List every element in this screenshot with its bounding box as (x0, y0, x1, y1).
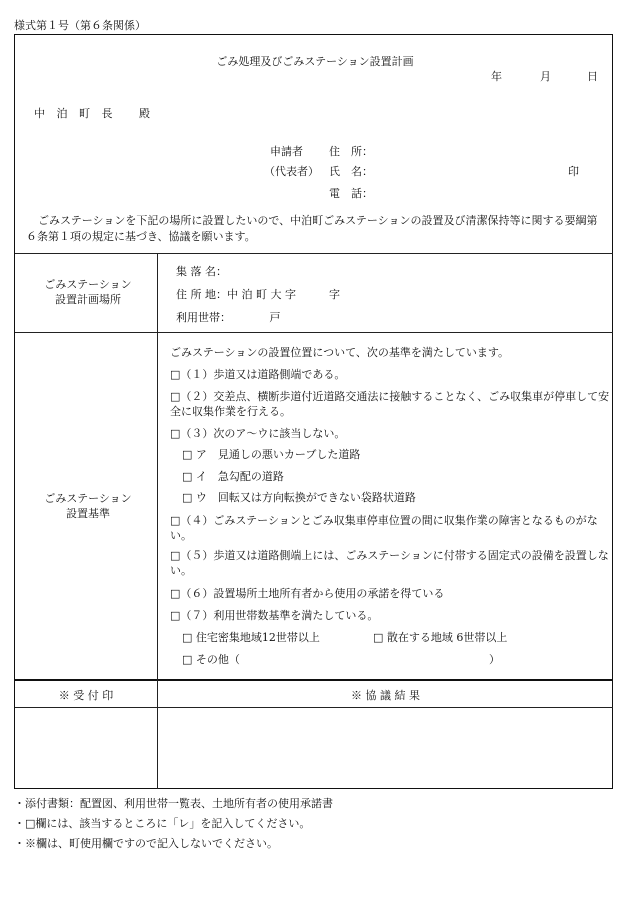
criteria-item-3[interactable]: □（３）次のア～ウに該当しない。 (170, 427, 346, 440)
criteria-item-3a[interactable]: □ ア 見通しの悪いカーブした道路 (182, 448, 361, 461)
result-header: ※ 協 議 結 果 (351, 689, 420, 702)
criteria-section-label (18, 491, 158, 521)
intro-paragraph: ごみステーションを下記の場所に設置したいので、中泊町ごみステーションの設置及び清潔保持等に関する要綱第６条第１項の規定に基づき、協議を願います。 (26, 214, 598, 243)
criteria-label-line1: ごみステーション (44, 492, 132, 505)
representative-label: （代表者） (264, 165, 319, 178)
receipt-stamp-header: ※ 受 付 印 (58, 689, 114, 702)
criteria-item-7a[interactable]: □ 住宅密集地域12世帯以上 (182, 631, 320, 644)
criteria-item-1[interactable]: □（１）歩道又は道路側端である。 (170, 368, 346, 381)
criteria-item-4[interactable]: □（４）ごみステーションとごみ収集車停車位置の間に収集作業の障害となるものがない。 (170, 514, 598, 542)
criteria-item-3b[interactable]: □ イ 急勾配の道路 (182, 470, 284, 483)
households-field[interactable]: 利用世帯： 戸 (176, 311, 281, 324)
address-label: 住 所： (329, 145, 373, 158)
plan-label-line1: ごみステーション (44, 278, 132, 291)
note-attachments: ・添付書類：配置図、利用世帯一覧表、土地所有者の使用承諾書 (14, 797, 333, 810)
date-month-label: 月 (540, 70, 551, 83)
name-label: 氏 名： (329, 165, 373, 178)
receipt-stamp-area (15, 708, 157, 788)
criteria-label-line2: 設置基準 (66, 507, 110, 520)
criteria-item-7c[interactable]: □ その他（ (182, 653, 240, 666)
phone-label: 電 話： (329, 187, 373, 200)
form-label: 様式第１号（第６条関係） (14, 19, 146, 32)
divider-office-top (15, 679, 613, 681)
village-field[interactable]: 集 落 名： (176, 265, 227, 278)
criteria-item-2[interactable]: □（２）交差点、横断歩道付近道路交通法に接触することなく、ごみ収集車が停車して安全に収集作業を行える。 (170, 390, 610, 418)
criteria-intro: ごみステーションの設置位置について、次の基準を満たしています。 (170, 346, 510, 359)
address-field[interactable]: 住 所 地：中 泊 町 大 字 字 (176, 288, 340, 301)
addressee: 中 泊 町 長 殿 (34, 107, 154, 120)
date-year-label: 年 (491, 70, 502, 83)
divider-criteria-top (15, 332, 613, 333)
divider-plan-top (15, 253, 613, 254)
criteria-item-5[interactable]: □（５）歩道又は道路側端上には、ごみステーションに付帯する固定式の設備を設置しない。 (170, 549, 609, 577)
criteria-item-6[interactable]: □（６）設置場所土地所有者から使用の承諾を得ている (170, 587, 445, 600)
date-day-label: 日 (587, 70, 598, 83)
criteria-item-3c[interactable]: □ ウ 回転又は方向転換ができない袋路状道路 (182, 491, 416, 504)
note-checkbox: ・□欄には、該当するところに「レ」を記入してください。 (14, 817, 311, 830)
plan-section-label (18, 277, 158, 307)
note-office-use: ・※欄は、町使用欄ですので記入しないでください。 (14, 837, 278, 850)
applicant-label: 申請者 (270, 145, 303, 158)
seal-mark: 印 (568, 165, 579, 178)
plan-label-line2: 設置計画場所 (55, 293, 121, 306)
result-area (158, 708, 613, 788)
criteria-item-7c-close: ） (489, 653, 500, 666)
form-title: ごみ処理及びごみステーション設置計画 (216, 55, 414, 68)
criteria-item-7b[interactable]: □ 散在する地域 6世帯以上 (373, 631, 508, 644)
criteria-item-7[interactable]: □（７）利用世帯数基準を満たしている。 (170, 609, 379, 622)
